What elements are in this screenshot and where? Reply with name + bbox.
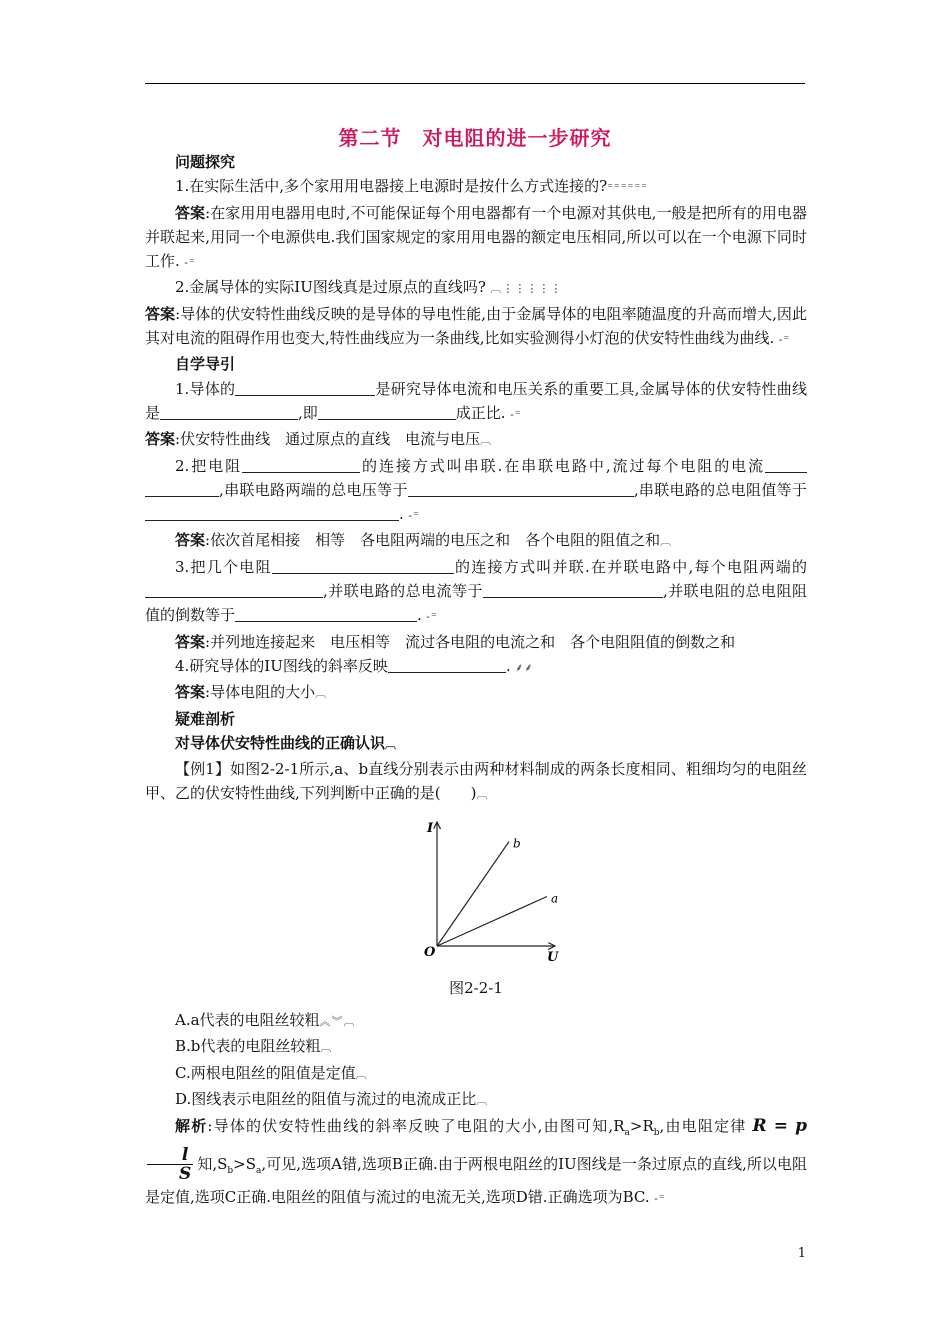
option-c-text: C.两根电阻丝的阻值是定值 — [175, 1063, 356, 1082]
option-d-text: D.图线表示电阻丝的阻值与流过的电流成正比 — [175, 1089, 477, 1108]
noise-mark: ︹ — [660, 535, 673, 549]
answer-guide-4-text: :导体电阻的大小 — [205, 683, 316, 702]
example-1 — [145, 757, 807, 808]
y-axis-label: I — [427, 820, 434, 836]
noise-mark: ︹ — [315, 687, 328, 701]
answer-blank[interactable] — [272, 557, 454, 574]
analysis-text-1: :导体的伏安特性曲线的斜率反映了电阻的大小,由图可知,R — [207, 1117, 625, 1136]
answer-guide-4 — [145, 680, 807, 706]
noise-mark: -⁼ — [774, 333, 791, 347]
noise-mark: -⁼ — [649, 1192, 666, 1206]
answer-label: 答案 — [175, 203, 206, 222]
guide-4-text-1: 4.研究导体的IU图线的斜率反映 — [175, 656, 388, 675]
example-label: 【例1】 — [175, 760, 231, 779]
guide-4-text-2: . — [505, 656, 511, 675]
analysis-sub-b2: b — [227, 1166, 234, 1177]
noise-mark: -⁼ — [421, 610, 438, 624]
formula-lhs: R = p — [752, 1116, 807, 1137]
line-a-label: a — [551, 891, 559, 906]
answer-1 — [145, 201, 807, 276]
guide-2-text-1: 2.把电阻 — [175, 456, 243, 475]
answer-blank[interactable] — [145, 581, 323, 598]
origin-label: O — [424, 944, 436, 960]
guide-2 — [145, 454, 807, 529]
noise-mark: ︹ — [385, 737, 398, 751]
formula-numerator: l — [147, 1146, 193, 1165]
answer-blank[interactable] — [160, 403, 298, 420]
answer-2 — [145, 302, 807, 353]
answer-guide-2-text: :依次首尾相接 相等 各电阻两端的电压之和 各个电阻的阻值之和 — [205, 531, 661, 550]
noise-mark: -⁼ — [403, 509, 420, 523]
line-b-label: b — [513, 836, 521, 851]
answer-blank[interactable] — [765, 456, 807, 473]
x-axis-label: U — [547, 949, 559, 964]
figure-iu-graph — [145, 814, 807, 964]
answer-blank[interactable] — [408, 480, 634, 497]
subsection-heading-text: 对导体伏安特性曲线的正确认识 — [175, 733, 386, 752]
option-c — [145, 1061, 807, 1087]
analysis — [145, 1113, 807, 1212]
section-heading-explore: 问题探究 — [175, 153, 236, 171]
analysis-sub-a: a — [624, 1128, 630, 1139]
guide-3-text-5: . — [417, 606, 422, 625]
noise-mark: -⁼ — [505, 407, 522, 421]
option-b-text: B.b代表的电阻丝较粗 — [175, 1037, 321, 1056]
guide-3 — [145, 555, 807, 630]
guide-2-text-2: 的连接方式叫串联.在串联电路中,流过每个电阻的电流 — [360, 456, 766, 475]
answer-guide-1 — [145, 427, 807, 453]
question-1 — [145, 174, 807, 200]
answer-blank[interactable] — [388, 656, 506, 673]
option-a — [145, 1008, 807, 1034]
noise-mark: -⁼ — [179, 256, 196, 270]
noise-mark: ︹ — [480, 434, 493, 448]
noise-mark: ︹ — [355, 1067, 368, 1081]
guide-1 — [145, 377, 807, 428]
guide-3-text-4: ,并联电阻的总电阻阻值的倒数等于 — [145, 582, 807, 625]
formula-fraction — [147, 1146, 193, 1183]
guide-3-text-1: 3.把几个电阻 — [175, 557, 272, 576]
option-b — [145, 1034, 807, 1060]
section-heading-analysis: 疑难剖析 — [175, 709, 236, 728]
answer-label: 答案 — [145, 304, 176, 323]
answer-guide-1-text: :伏安特性曲线 通过原点的直线 电流与电压 — [175, 430, 481, 449]
answer-blank[interactable] — [483, 581, 663, 598]
document-body — [145, 150, 807, 1212]
analysis-text-4: 知,S — [197, 1155, 228, 1174]
analysis-sub-b: b — [653, 1128, 660, 1139]
page-title: 第二节 对电阻的进一步研究 — [338, 126, 612, 150]
guide-3-text-3: ,并联电路的总电流等于 — [323, 582, 483, 601]
section-heading-selfstudy: 自学导引 — [175, 355, 236, 374]
question-2-text: 2.金属导体的实际IU图线真是过原点的直线吗? — [175, 278, 486, 297]
noise-mark: ︽︾︹ — [319, 1015, 356, 1029]
analysis-text-5: >S — [233, 1155, 257, 1174]
analysis-text-2: >R — [629, 1117, 654, 1136]
question-2 — [145, 275, 807, 301]
subsection-heading — [145, 731, 807, 757]
answer-blank[interactable] — [318, 403, 456, 420]
answer-blank[interactable] — [145, 480, 219, 497]
guide-1-text-3: ,即 — [298, 403, 318, 422]
formula-denominator: S — [179, 1164, 192, 1185]
noise-mark: ︹⋮⋮⋮⋮⋮ — [485, 282, 563, 296]
noise-mark: ︹ — [320, 1041, 333, 1055]
answer-label: 答案 — [175, 632, 206, 651]
answer-guide-3-text: :并列地连接起来 电压相等 流过各电阻的电流之和 各个电阻阻值的倒数之和 — [205, 632, 736, 651]
guide-1-text-1: 1.导体的 — [175, 379, 236, 398]
answer-label: 答案 — [145, 430, 176, 449]
answer-guide-3 — [145, 630, 807, 654]
noise-mark: ⁼⁼⁼⁼⁼⁼ — [607, 181, 648, 195]
guide-2-text-5: . — [399, 505, 404, 524]
answer-blank[interactable] — [235, 605, 417, 622]
answer-blank[interactable] — [242, 456, 360, 473]
noise-mark: ︹ — [476, 1093, 489, 1107]
answer-label: 答案 — [175, 531, 206, 550]
analysis-sub-a2: a — [256, 1166, 262, 1177]
analysis-text-3: ,由电阻定律 — [659, 1117, 747, 1136]
noise-mark: ︹ — [476, 788, 489, 802]
option-a-text: A.a代表的电阻丝较粗 — [175, 1011, 320, 1030]
answer-guide-2 — [145, 528, 807, 554]
question-1-text: 1.在实际生活中,多个家用用电器接上电源时是按什么方式连接的? — [175, 177, 608, 196]
answer-blank[interactable] — [145, 504, 399, 521]
answer-2-text: :导体的伏安特性曲线反映的是导体的导电性能,由于金属导体的电阻率随温度的升高而增大,因此其对电流的阻碍作用也变大,特性曲线应为一条曲线,比如实验测得小灯泡的伏安特性曲线为曲线. — [145, 304, 807, 348]
analysis-label: 解析 — [175, 1117, 208, 1136]
example-text: 如图2-2-1所示,a、b直线分别表示由两种材料制成的两条长度相同、粗细均匀的电阻丝甲、乙的伏安特性曲线,下列判断中正确的是( ) — [145, 760, 808, 803]
guide-1-text-2: 是研究导体电流和电压关系的重要工具,金属导体的伏安特性曲线是 — [145, 379, 808, 422]
answer-blank[interactable] — [235, 379, 375, 396]
guide-2-text-3: ,串联电路两端的总电压等于 — [219, 480, 408, 499]
analysis-text-6: ,可见,选项A错,选项B正确.由于两根电阻丝的IU图线是一条过原点的直线,所以电阻是定值,选项C正确.电阻丝的阻值与流过的电流无关,选项D错.正确选项为BC. — [145, 1155, 807, 1207]
figure-caption: 图2-2-1 — [449, 978, 503, 997]
header-rule — [145, 83, 805, 84]
guide-4 — [145, 654, 807, 680]
page-number: 1 — [797, 1246, 806, 1261]
guide-3-text-2: 的连接方式叫并联.在并联电路中,每个电阻两端的 — [453, 557, 807, 576]
iu-graph-svg — [413, 814, 563, 964]
guide-1-text-4: 成正比. — [455, 403, 506, 422]
answer-1-text: :在家用用电器用电时,不可能保证每个用电器都有一个电源对其供电,一般是把所有的用电器并联起来,用同一个电源供电.我们国家规定的家用用电器的额定电压相同,所以可以在一个电源下同时工作. — [145, 203, 807, 271]
guide-2-text-4: ,串联电路的总电阻值等于 — [633, 480, 807, 499]
answer-label: 答案 — [175, 683, 206, 702]
noise-mark: ⸙⸙ — [510, 660, 534, 674]
option-d — [145, 1087, 807, 1113]
